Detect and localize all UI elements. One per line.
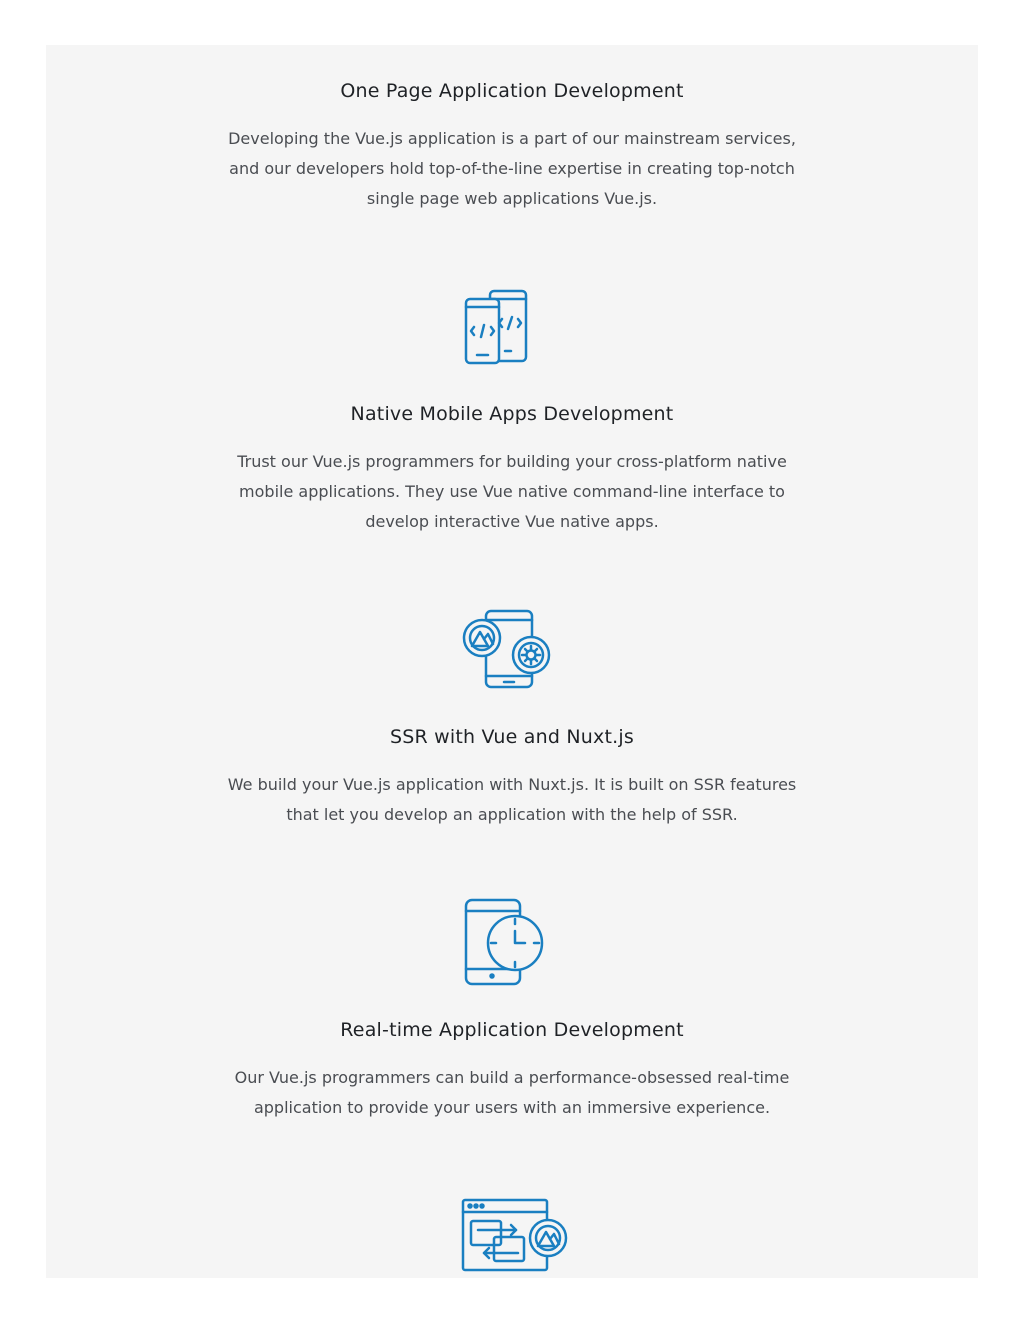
- services-panel: [46, 45, 978, 1278]
- service-one-page: [46, 78, 978, 214]
- phone-clock-icon: [462, 897, 546, 989]
- service-title: One Page Application Development: [340, 80, 684, 102]
- service-description: Developing the Vue.js application is a part of our mainstream services, and our developers hold top-of-the-line expertise in creating top-notch single page web applications Vue.js.: [228, 129, 796, 208]
- service-title: SSR with Vue and Nuxt.js: [390, 726, 634, 748]
- service-real-time: [46, 1017, 978, 1123]
- browser-sync-icon: [460, 1197, 570, 1278]
- service-native-mobile: [46, 401, 978, 537]
- service-description: Our Vue.js programmers can build a performance-obsessed real-time application to provide your users with an immersive experience.: [234, 1068, 790, 1117]
- service-title: Native Mobile Apps Development: [350, 403, 674, 425]
- nuxt-phone-icon: [460, 608, 556, 690]
- service-description: Trust our Vue.js programmers for building your cross-platform native mobile applications. They use Vue native command-line interface to develop interactive Vue native apps.: [237, 452, 787, 531]
- service-title: Real-time Application Development: [340, 1019, 684, 1041]
- code-phones-icon: [462, 289, 532, 365]
- service-ssr-nuxt: [46, 724, 978, 830]
- service-description: We build your Vue.js application with Nuxt.js. It is built on SSR features that let you develop an application with the help of SSR.: [227, 775, 797, 824]
